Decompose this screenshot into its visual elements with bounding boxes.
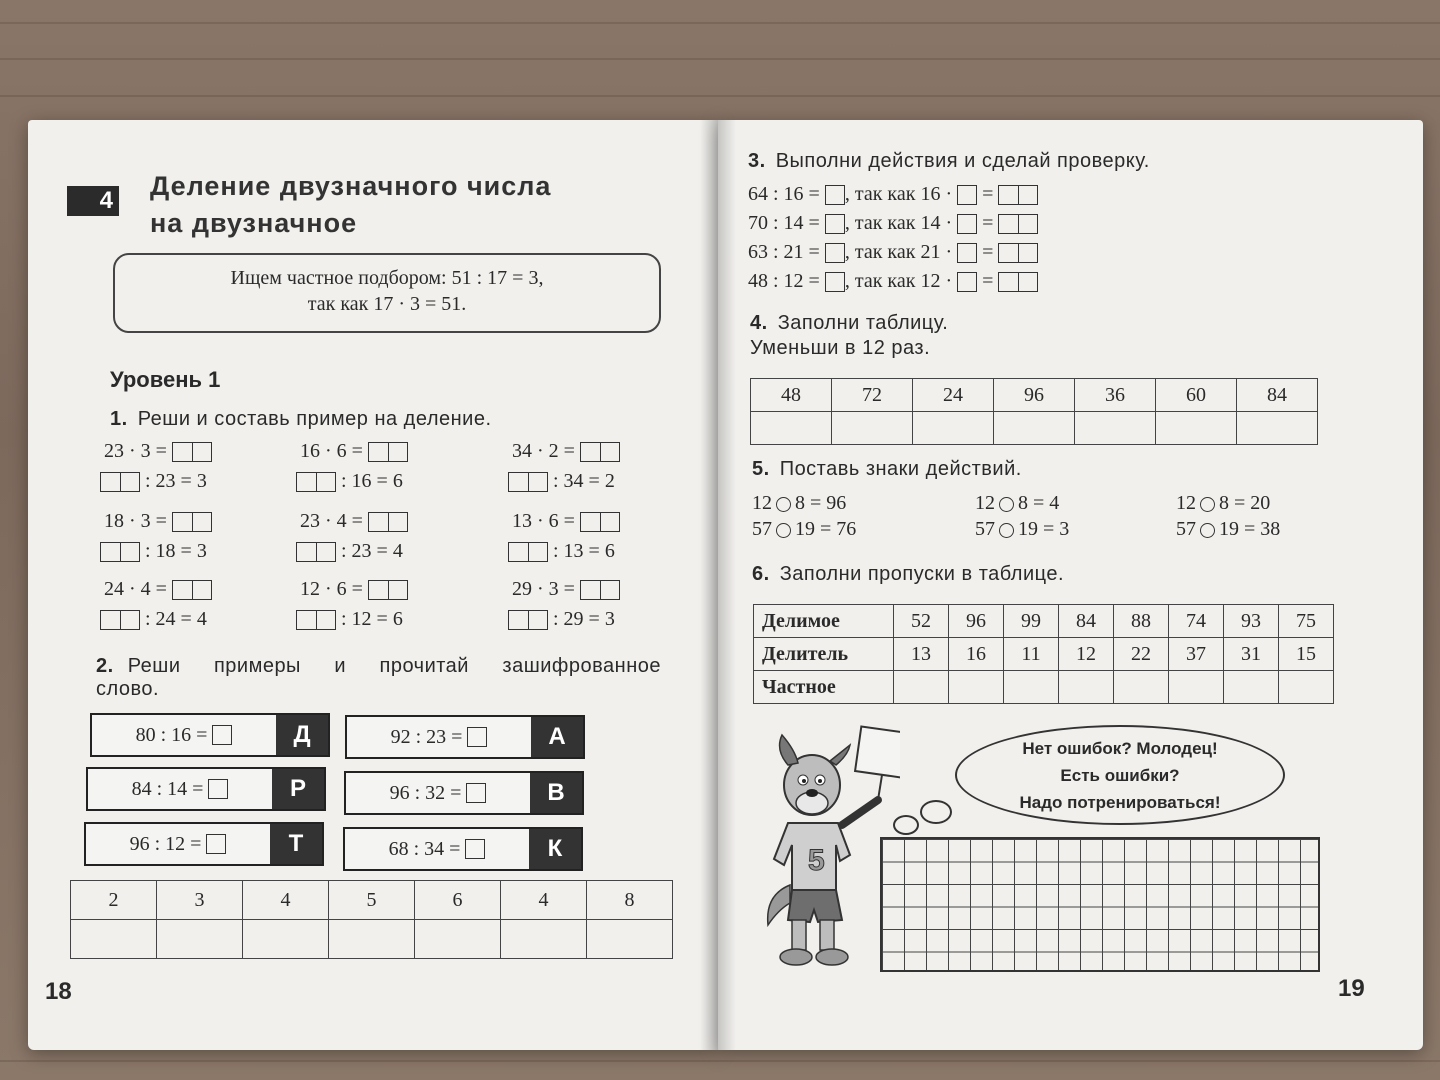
svg-text:5: 5: [808, 844, 825, 877]
task6-value-cell: 74: [1169, 605, 1224, 638]
task5-left: 12: [752, 492, 772, 514]
level-title: Уровень 1: [110, 367, 221, 392]
thought-bubble-small: [893, 815, 919, 835]
answer-box[interactable]: [580, 580, 620, 600]
task3-heading: [748, 150, 1150, 173]
task1-division: [296, 540, 403, 563]
task4-table: [750, 378, 1318, 445]
cipher-example: [88, 769, 272, 809]
answer-number-cell: 2: [71, 881, 157, 920]
task1-div-text: : 29 = 3: [553, 608, 615, 630]
cipher-letter: Т: [270, 824, 322, 864]
task2-text-line2: слово.: [96, 678, 160, 700]
task1-division: [508, 470, 615, 493]
task4-value-cell: 24: [913, 379, 994, 412]
task3-row: [748, 212, 1038, 235]
lesson-number-badge: 4: [67, 186, 119, 216]
task2-text-line1: Реши примеры и прочитай зашифрованное: [127, 655, 661, 677]
cipher-card: [90, 713, 330, 757]
cipher-letter: К: [529, 829, 581, 869]
cipher-example-text: 84 : 14 =: [131, 777, 204, 800]
task5-number: 5.: [752, 458, 770, 480]
task1-multiplication: [512, 578, 620, 601]
task6-number: 6.: [752, 563, 770, 585]
task6-value-cell: 93: [1224, 605, 1279, 638]
operator-circle[interactable]: [776, 497, 791, 512]
task1-multiplication: [104, 440, 212, 463]
task1-div-text: : 23 = 4: [341, 540, 403, 562]
answer-box[interactable]: [957, 272, 977, 292]
cipher-example-text: 92 : 23 =: [390, 725, 463, 748]
task1-mul-text: 18 · 3 =: [104, 510, 167, 532]
answer-box[interactable]: [825, 272, 845, 292]
task5-item: [752, 518, 856, 541]
answer-box[interactable]: [580, 442, 620, 462]
task5-left: 12: [975, 492, 995, 514]
task6-value-cell: 99: [1004, 605, 1059, 638]
task3-check: 21 ·: [920, 241, 953, 263]
task1-div-text: : 23 = 3: [145, 470, 207, 492]
answer-number-cell: 6: [415, 881, 501, 920]
cipher-example: [92, 715, 276, 755]
task4-answer-cell[interactable]: [1075, 412, 1156, 445]
task4-value-cell: 60: [1156, 379, 1237, 412]
task5-left: 57: [1176, 518, 1196, 540]
answer-box[interactable]: [465, 839, 485, 859]
book-spine: [700, 120, 736, 1050]
answer-box[interactable]: [100, 542, 140, 562]
task5-right: 8 = 96: [795, 492, 847, 514]
task6-value-cell: 84: [1059, 605, 1114, 638]
task5-item: [1176, 518, 1280, 541]
rule-line1: Ищем частное подбором: 51 : 17 = 3,: [230, 267, 544, 289]
task5-heading: [752, 458, 1022, 481]
task1-div-text: : 24 = 4: [145, 608, 207, 630]
answer-number-cell: 8: [587, 881, 673, 920]
letter-answer-cell[interactable]: [415, 920, 501, 959]
task6-answer-cell[interactable]: [1059, 671, 1114, 704]
task3-row: [748, 183, 1038, 206]
task6-answer-cell[interactable]: [1279, 671, 1334, 704]
task3-example: 64 : 16 =: [748, 183, 820, 205]
task5-item: [975, 492, 1059, 515]
task1-multiplication: [104, 578, 212, 601]
answer-number-cell: 3: [157, 881, 243, 920]
task3-number: 3.: [748, 150, 766, 172]
task3-equals: =: [982, 183, 994, 205]
task1-division: [100, 540, 207, 563]
task1-mul-text: 13 · 6 =: [512, 510, 575, 532]
task1-multiplication: [300, 578, 408, 601]
lesson-title-line2: на двузначное: [150, 208, 358, 238]
task3-equals: =: [982, 270, 994, 292]
answer-box[interactable]: [100, 472, 140, 492]
task5-item: [975, 518, 1069, 541]
task1-multiplication: [300, 510, 408, 533]
rule-box: [113, 253, 661, 333]
task3-because: , так как: [844, 212, 916, 234]
cipher-example-text: 96 : 32 =: [389, 781, 462, 804]
lesson-title: [150, 168, 551, 242]
task1-heading: [110, 408, 492, 431]
speech-line1: Нет ошибок? Молодец!: [1022, 739, 1218, 758]
task6-heading: [752, 563, 1064, 586]
answer-box[interactable]: [580, 512, 620, 532]
task4-value-cell: 48: [751, 379, 832, 412]
task5-right: 8 = 4: [1018, 492, 1060, 514]
task6-value-cell: 52: [894, 605, 949, 638]
answer-box[interactable]: [368, 442, 408, 462]
task5-text: Поставь знаки действий.: [779, 458, 1022, 480]
speech-line3: Надо потренироваться!: [1019, 793, 1221, 812]
answer-box[interactable]: [296, 542, 336, 562]
dog-mascot-illustration: [760, 725, 900, 975]
task1-mul-text: 34 · 2 =: [512, 440, 575, 462]
task4-value-cell: 84: [1237, 379, 1318, 412]
cipher-card: [344, 771, 584, 815]
cipher-example: [347, 717, 531, 757]
task5-right: 19 = 76: [795, 518, 857, 540]
page-number-left: 18: [45, 978, 72, 1005]
answer-box[interactable]: [296, 610, 336, 630]
task6-value-cell: 11: [1004, 638, 1059, 671]
answer-box[interactable]: [466, 783, 486, 803]
task3-check: 14 ·: [920, 212, 953, 234]
task1-mul-text: 16 · 6 =: [300, 440, 363, 462]
task6-answer-cell[interactable]: [894, 671, 949, 704]
task6-value-cell: 37: [1169, 638, 1224, 671]
answer-box[interactable]: [100, 610, 140, 630]
task1-number: 1.: [110, 408, 128, 430]
task6-value-cell: 88: [1114, 605, 1169, 638]
task6-value-cell: 22: [1114, 638, 1169, 671]
task3-check: 16 ·: [920, 183, 953, 205]
letter-answer-cell[interactable]: [243, 920, 329, 959]
answer-box[interactable]: [825, 243, 845, 263]
operator-circle[interactable]: [999, 523, 1014, 538]
page-number-right: 19: [1338, 975, 1365, 1002]
task6-value-cell: 13: [894, 638, 949, 671]
task4-answer-cell[interactable]: [1237, 412, 1318, 445]
cipher-example: [346, 773, 530, 813]
task1-div-text: : 18 = 3: [145, 540, 207, 562]
task5-item: [1176, 492, 1270, 515]
task4-subtext: Уменьши в 12 раз.: [750, 337, 931, 359]
answer-box[interactable]: [467, 727, 487, 747]
task4-answer-cell[interactable]: [1156, 412, 1237, 445]
practice-grid[interactable]: [880, 837, 1320, 972]
task5-item: [752, 492, 846, 515]
answer-box[interactable]: [508, 472, 548, 492]
task4-value-cell: 72: [832, 379, 913, 412]
task1-multiplication: [104, 510, 212, 533]
answer-box[interactable]: [957, 214, 977, 234]
task3-equals: =: [982, 212, 994, 234]
cipher-card: [86, 767, 326, 811]
cipher-example: [86, 824, 270, 864]
answer-box[interactable]: [998, 214, 1038, 234]
task3-example: 48 : 12 =: [748, 270, 820, 292]
task3-row: [748, 270, 1038, 293]
task6-answer-cell[interactable]: [949, 671, 1004, 704]
task3-example: 70 : 14 =: [748, 212, 820, 234]
task3-equals: =: [982, 241, 994, 263]
task1-div-text: : 16 = 6: [341, 470, 403, 492]
task6-row-label: Делитель: [754, 638, 894, 671]
task4-answer-cell[interactable]: [994, 412, 1075, 445]
task4-value-cell: 96: [994, 379, 1075, 412]
task1-multiplication: [512, 440, 620, 463]
task5-left: 57: [752, 518, 772, 540]
answer-box[interactable]: [368, 580, 408, 600]
answer-box[interactable]: [957, 243, 977, 263]
answer-box[interactable]: [368, 512, 408, 532]
cipher-letter: Д: [276, 715, 328, 755]
task1-multiplication: [300, 440, 408, 463]
task1-mul-text: 12 · 6 =: [300, 578, 363, 600]
answer-box[interactable]: [296, 472, 336, 492]
letter-answer-cell[interactable]: [71, 920, 157, 959]
answer-box[interactable]: [172, 442, 212, 462]
rule-line2: так как 17 · 3 = 51.: [307, 293, 467, 315]
cipher-example-text: 96 : 12 =: [129, 832, 202, 855]
task1-mul-text: 23 · 4 =: [300, 510, 363, 532]
task1-division: [100, 608, 207, 631]
task5-right: 19 = 3: [1018, 518, 1070, 540]
task5-right: 8 = 20: [1219, 492, 1271, 514]
operator-circle[interactable]: [999, 497, 1014, 512]
task2-answer-table: [70, 880, 673, 959]
task1-div-text: : 13 = 6: [553, 540, 615, 562]
cipher-letter: В: [530, 773, 582, 813]
answer-box[interactable]: [825, 214, 845, 234]
task4-answer-cell[interactable]: [913, 412, 994, 445]
task1-mul-text: 24 · 4 =: [104, 578, 167, 600]
task1-division: [296, 608, 403, 631]
task4-value-cell: 36: [1075, 379, 1156, 412]
speech-line2: Есть ошибки?: [1060, 766, 1180, 785]
task6-answer-cell[interactable]: [1114, 671, 1169, 704]
cipher-letter: А: [531, 717, 583, 757]
letter-answer-cell[interactable]: [587, 920, 673, 959]
answer-box[interactable]: [508, 542, 548, 562]
operator-circle[interactable]: [1200, 497, 1215, 512]
task3-text: Выполни действия и сделай проверку.: [775, 150, 1150, 172]
operator-circle[interactable]: [1200, 523, 1215, 538]
task5-left: 57: [975, 518, 995, 540]
task6-value-cell: 75: [1279, 605, 1334, 638]
task6-value-cell: 12: [1059, 638, 1114, 671]
task1-multiplication: [512, 510, 620, 533]
lesson-title-line1: Деление двузначного числа: [150, 171, 552, 201]
task3-because: , так как: [844, 241, 916, 263]
task6-table: [753, 604, 1334, 704]
letter-answer-cell[interactable]: [329, 920, 415, 959]
task3-because: , так как: [844, 270, 916, 292]
speech-bubble: [955, 725, 1285, 825]
answer-box[interactable]: [212, 725, 232, 745]
task5-left: 12: [1176, 492, 1196, 514]
task3-because: , так как: [844, 183, 916, 205]
task3-row: [748, 241, 1038, 264]
task4-answer-cell[interactable]: [832, 412, 913, 445]
task4-answer-cell[interactable]: [751, 412, 832, 445]
answer-number-cell: 5: [329, 881, 415, 920]
task1-mul-text: 23 · 3 =: [104, 440, 167, 462]
task6-value-cell: 31: [1224, 638, 1279, 671]
answer-number-cell: 4: [243, 881, 329, 920]
task6-row-label: Делимое: [754, 605, 894, 638]
task1-mul-text: 29 · 3 =: [512, 578, 575, 600]
task4-heading: [750, 312, 948, 360]
task1-text: Реши и составь пример на деление.: [137, 408, 492, 430]
task1-div-text: : 12 = 6: [341, 608, 403, 630]
task5-right: 19 = 38: [1219, 518, 1281, 540]
cipher-example: [345, 829, 529, 869]
task2-number: 2.: [96, 655, 114, 677]
answer-box[interactable]: [998, 243, 1038, 263]
cipher-example-text: 68 : 34 =: [388, 837, 461, 860]
answer-box[interactable]: [206, 834, 226, 854]
answer-box[interactable]: [825, 185, 845, 205]
task6-text: Заполни пропуски в таблице.: [779, 563, 1065, 585]
task4-number: 4.: [750, 312, 768, 334]
task3-example: 63 : 21 =: [748, 241, 820, 263]
task1-division: [100, 470, 207, 493]
task1-division: [508, 608, 615, 631]
task6-answer-cell[interactable]: [1004, 671, 1059, 704]
task1-div-text: : 34 = 2: [553, 470, 615, 492]
task1-division: [508, 540, 615, 563]
operator-circle[interactable]: [776, 523, 791, 538]
task6-answer-cell[interactable]: [1169, 671, 1224, 704]
answer-box[interactable]: [208, 779, 228, 799]
answer-box[interactable]: [998, 185, 1038, 205]
letter-answer-cell[interactable]: [501, 920, 587, 959]
thought-bubble-medium: [920, 800, 952, 824]
task6-value-cell: 16: [949, 638, 1004, 671]
cipher-card: [343, 827, 583, 871]
cipher-letter: Р: [272, 769, 324, 809]
task6-answer-cell[interactable]: [1224, 671, 1279, 704]
cipher-example-text: 80 : 16 =: [135, 723, 208, 746]
task4-text: Заполни таблицу.: [777, 312, 949, 334]
answer-box[interactable]: [957, 185, 977, 205]
task6-value-cell: 96: [949, 605, 1004, 638]
answer-box[interactable]: [998, 272, 1038, 292]
answer-box[interactable]: [508, 610, 548, 630]
letter-answer-cell[interactable]: [157, 920, 243, 959]
task1-division: [296, 470, 403, 493]
answer-box[interactable]: [172, 580, 212, 600]
answer-box[interactable]: [172, 512, 212, 532]
task3-check: 12 ·: [920, 270, 953, 292]
cipher-card: [345, 715, 585, 759]
cipher-card: [84, 822, 324, 866]
answer-number-cell: 4: [501, 881, 587, 920]
task6-value-cell: 15: [1279, 638, 1334, 671]
task2-heading: [96, 655, 661, 701]
task6-row-label: Частное: [754, 671, 894, 704]
